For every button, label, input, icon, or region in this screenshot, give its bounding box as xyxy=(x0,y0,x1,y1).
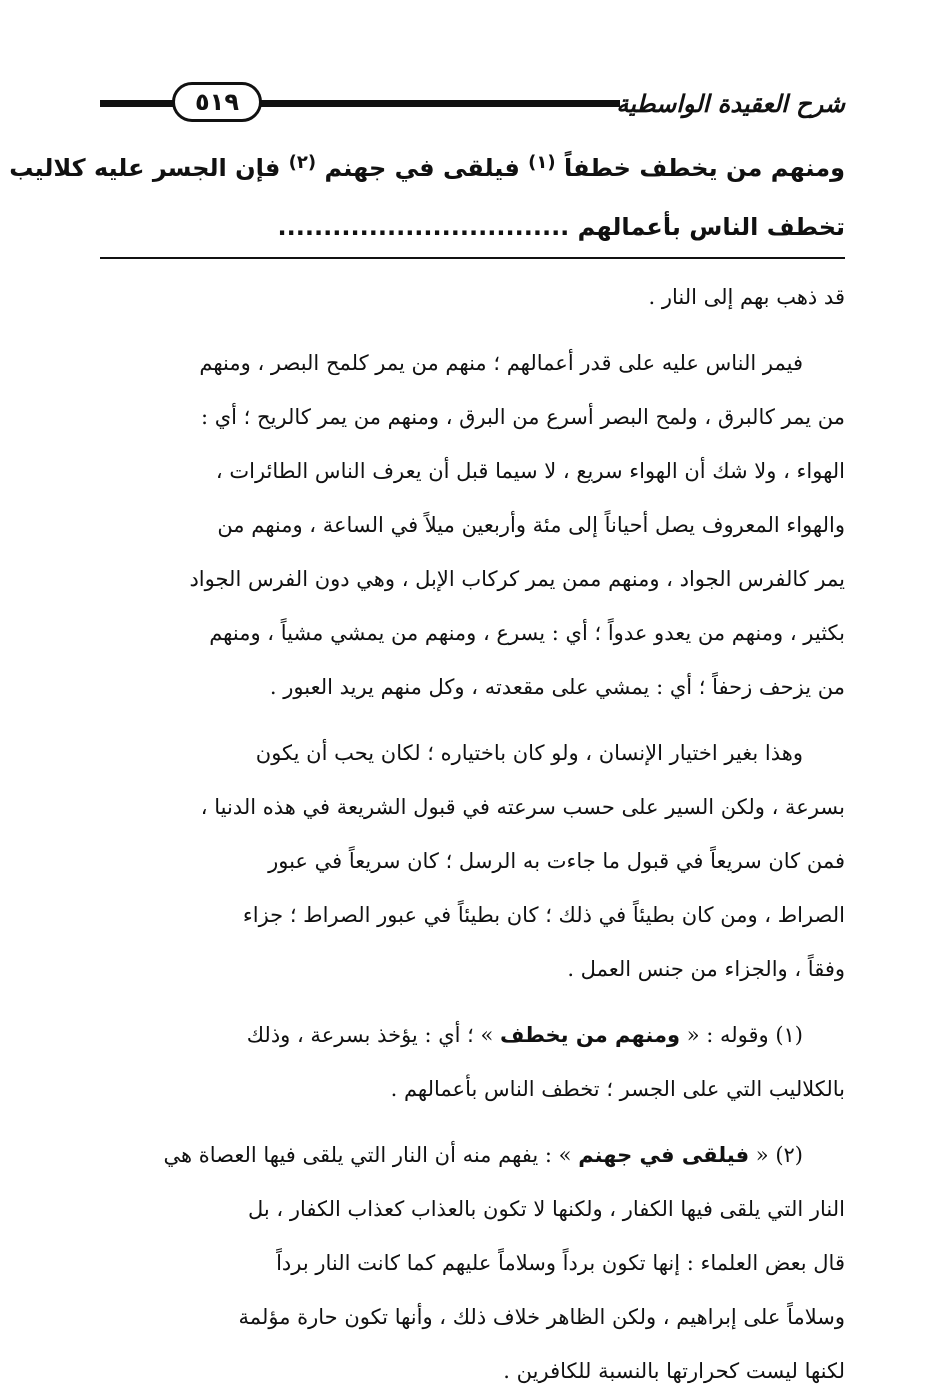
footnote-2 xyxy=(100,1128,845,1398)
text-line: النار التي يلقى فيها الكفار ، ولكنها لا تكون بالعذاب كعذاب الكفار ، بل xyxy=(247,1197,845,1221)
text-line: قد ذهب بهم إلى النار . xyxy=(648,285,845,309)
footnote-line xyxy=(100,1008,845,1062)
matn-text xyxy=(9,140,845,255)
footnote-text: » : يفهم منه أن النار التي يلقى فيها العصاة هي xyxy=(163,1143,572,1167)
text-line: فيمر الناس عليه على قدر أعمالهم ؛ منهم من يمر كلمح البصر ، ومنهم xyxy=(199,351,803,375)
text-line: بكثير ، ومنهم من يعدو عدواً ؛ أي : يسرع ، ومنهم من يمشي مشياً ، ومنهم xyxy=(209,621,845,645)
footnote-marker-2: (٢) xyxy=(288,152,317,173)
page-header xyxy=(100,80,845,128)
footnote-prefix: (١) وقوله : « xyxy=(686,1023,803,1047)
page-number: ٥١٩ xyxy=(172,82,262,122)
book-title: شرح العقيدة الواسطية xyxy=(616,89,845,118)
text-line: قال بعض العلماء : إنها تكون برداً وسلاماً عليهم كما كانت النار برداً xyxy=(276,1251,845,1275)
text-line: من يزحف زحفاً ؛ أي : يمشي على مقعدته ، وكل منهم يريد العبور . xyxy=(269,675,845,699)
text-line: وفقاً ، والجزاء من جنس العمل . xyxy=(567,957,845,981)
matn-segment: فيلقى في جهنم xyxy=(324,154,520,182)
text-line: الصراط ، ومن كان بطيئاً في ذلك ؛ كان بطيئاً في عبور الصراط ؛ جزاء xyxy=(242,903,845,927)
paragraph-0 xyxy=(100,270,845,324)
quoted-matn: ومنهم من يخطف xyxy=(500,1023,680,1047)
text-line: يمر كالفرس الجواد ، ومنهم ممن يمر كركاب الإبل ، وهي دون الفرس الجواد xyxy=(189,567,845,591)
matn-line-2 xyxy=(100,199,845,255)
text-line: فمن كان سريعاً في قبول ما جاءت به الرسل ؛ كان سريعاً في عبور xyxy=(268,849,845,873)
footnote-marker-1: (١) xyxy=(528,152,556,173)
paragraph-1 xyxy=(100,336,845,714)
text-line: بسرعة ، ولكن السير على حسب سرعته في قبول الشريعة في هذه الدنيا ، xyxy=(200,795,845,819)
footnote-line xyxy=(100,1128,845,1182)
footnote-text: » ؛ أي : يؤخذ بسرعة ، وذلك xyxy=(246,1023,494,1047)
matn-segment: ومنهم من يخطف خطفاً xyxy=(564,154,845,182)
text-line: الهواء ، ولا شك أن الهواء سريع ، لا سيما قبل أن يعرف الناس الطائرات ، xyxy=(215,459,845,483)
text-line: من يمر كالبرق ، ولمح البصر أسرع من البرق ، ومنهم من يمر كالريح ؛ أي : xyxy=(200,405,845,429)
commentary xyxy=(100,270,845,1398)
matn-segment: تخطف الناس بأعمالهم xyxy=(577,213,845,241)
footnote-1 xyxy=(100,1008,845,1116)
matn-segment: فإن الجسر عليه كلاليب xyxy=(9,154,281,182)
matn-line-1 xyxy=(9,140,845,199)
text-line: لكنها ليست كحرارتها بالنسبة للكافرين . xyxy=(503,1359,845,1383)
footnote-prefix: (٢) « xyxy=(755,1143,803,1167)
quoted-matn: فيلقى في جهنم xyxy=(578,1143,750,1167)
paragraph-2 xyxy=(100,726,845,996)
text-line: وسلاماً على إبراهيم ، ولكن الظاهر خلاف ذلك ، وأنها تكون حارة مؤلمة xyxy=(238,1305,845,1329)
matn-dots: ................................ xyxy=(277,213,570,241)
section-divider xyxy=(100,257,845,259)
text-line: بالكلاليب التي على الجسر ؛ تخطف الناس بأعمالهم . xyxy=(390,1077,845,1101)
text-line: وهذا بغير اختيار الإنسان ، ولو كان باختياره ؛ لكان يحب أن يكون xyxy=(255,741,803,765)
text-line: والهواء المعروف يصل أحياناً إلى مئة وأربعين ميلاً في الساعة ، ومنهم من xyxy=(217,513,845,537)
